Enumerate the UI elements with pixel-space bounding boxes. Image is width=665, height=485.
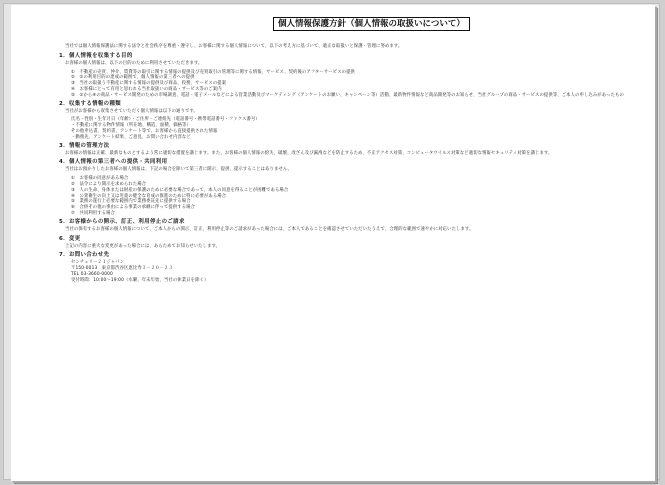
section bbox=[59, 53, 629, 99]
section bbox=[59, 219, 629, 233]
document-page bbox=[11, 5, 655, 481]
list-item: ② 法令により開示を求められた場合 bbox=[71, 181, 147, 187]
section-paragraph: 当社の保有するお客様の個人情報について、ご本人からの開示、訂正、利用停止等のご請求があった場合には、ご本人であることを確認させていただいたうえで、合理的な範囲で速やかに対応いたします。 bbox=[65, 226, 474, 232]
list-item: ⑤ ①から④の商品・サービス開発のための市場調査、電話・電子メールなどによる営業活動及びマーケティング（アンケートのお願い、キャンペーン等）活動、最新物件情報など商品開発等のお知らせ、当社グループの商品・サービスの提供等、ご本人の申し込みがあったもの bbox=[71, 92, 624, 98]
list-item: ③ 当社の取扱う不動産に関する情報の提供及び商品、役務、サービスの提案 bbox=[71, 81, 227, 87]
section-heading: 5．お客様からの開示、訂正、利用停止のご請求 bbox=[59, 218, 185, 225]
section bbox=[59, 101, 629, 141]
list-item: その他申込書、契約書、アンケート等で、お客様から直接提供された情報 bbox=[71, 128, 218, 134]
section-heading: 4．個人情報の第三者への提供・共同利用 bbox=[59, 159, 168, 166]
contact-line: 受付時間：10:00～19:00（水曜、年末年始、当社の休業日を除く） bbox=[71, 277, 209, 283]
section-list bbox=[59, 53, 629, 284]
section-paragraph: 当社はお預かりしたお客様の個人情報は、下記の場合を除いて第三者に開示、提供、提示することはありません。 bbox=[65, 167, 293, 173]
section-heading: 1．個人情報を収集する目的 bbox=[59, 52, 133, 59]
contact-line: センチュリー２１ジャパン bbox=[71, 260, 125, 266]
section-heading: 2．収集する情報の種類 bbox=[59, 100, 122, 107]
section bbox=[59, 143, 629, 157]
section-heading: 7．お問い合わせ先 bbox=[59, 252, 110, 259]
contact-line: 〒150-0013 東京都渋谷区恵比寿３－２０－２３ bbox=[71, 266, 173, 272]
document-body bbox=[59, 44, 629, 284]
section-paragraph: お客様の個人情報は、以下の目的のために利用させていただきます。 bbox=[65, 60, 203, 66]
list-item: 氏名・性別・生年月日（年齢）・ご住所・ご連絡先（電話番号・携帯電話番号・ファクス番号） bbox=[71, 117, 260, 123]
contact-line: TEL 03-3660-0000 bbox=[71, 271, 113, 277]
section bbox=[59, 236, 629, 250]
list-item: ① お客様の同意がある場合 bbox=[71, 176, 129, 182]
list-item: ② ①の利用目的の達成の範囲で、個人情報の第三者への提供 bbox=[71, 75, 195, 81]
section-paragraph: 当社がお客様から収集させていただく個人情報は以下の通りです。 bbox=[65, 108, 199, 114]
section-heading: 3．情報の管理方法 bbox=[59, 142, 110, 149]
intro-paragraph: 当社では個人情報保護法に関する法令と社会秩序を尊重・遵守し、お客様に関する個人情報について、以下の考え方に基づいて、適正な取扱いと保護・管理に努めます。 bbox=[65, 44, 403, 49]
list-item: ・不動産に関する物件情報（所在地、構造、面積、価格等） bbox=[71, 123, 192, 129]
document-title: 個人情報保護方針（個人情報の取扱いについて） bbox=[273, 17, 470, 31]
list-item: ③ 人の生命、身体または財産の保護のために必要な場合であって、本人の同意を得ることが困難である場合 bbox=[71, 187, 289, 193]
list-item: ⑤ 業務の遂行上必要な範囲内で業務委託先に提供する場合 bbox=[71, 199, 191, 205]
section bbox=[59, 159, 629, 216]
list-item: ① 不動産の売買、仲介、賃貸等の取引に関する情報の提供及び売買取引の管理等に関する情報、サービス、契約後のアフターサービスの提供 bbox=[71, 69, 355, 75]
list-item: ⑥ 合併その他の事由による事業の承継に伴って提供する場合 bbox=[71, 205, 196, 211]
section-heading: 6．変更 bbox=[59, 235, 81, 242]
list-item: ⑦ 共同利用する場合 bbox=[71, 210, 116, 216]
section-paragraph: 上記の内容に重大な変更があった場合には、あらためてお知らせいたします。 bbox=[65, 243, 221, 249]
section bbox=[59, 252, 629, 283]
list-item: ④ お客様にとって有用と思われる当社取扱いの商品・サービス等のご案内 bbox=[71, 86, 222, 92]
section-paragraph: お客様の情報は正確、最新なものとするよう常に適切な措置を講じます。また、お客様の個人情報の紛失、破壊、改ざん及び漏洩などを防止するため、不正アクセス対策、コンピュータウイルス対策など適切な情報セキュリティ対策を講じます。 bbox=[65, 150, 553, 156]
list-item: ④ 公衆衛生の向上又は児童の健全な育成の推進のために特に必要がある場合 bbox=[71, 193, 227, 199]
list-item: ・勤務先、アンケート結果、ご意見、お問い合わせ内容など bbox=[71, 134, 191, 140]
